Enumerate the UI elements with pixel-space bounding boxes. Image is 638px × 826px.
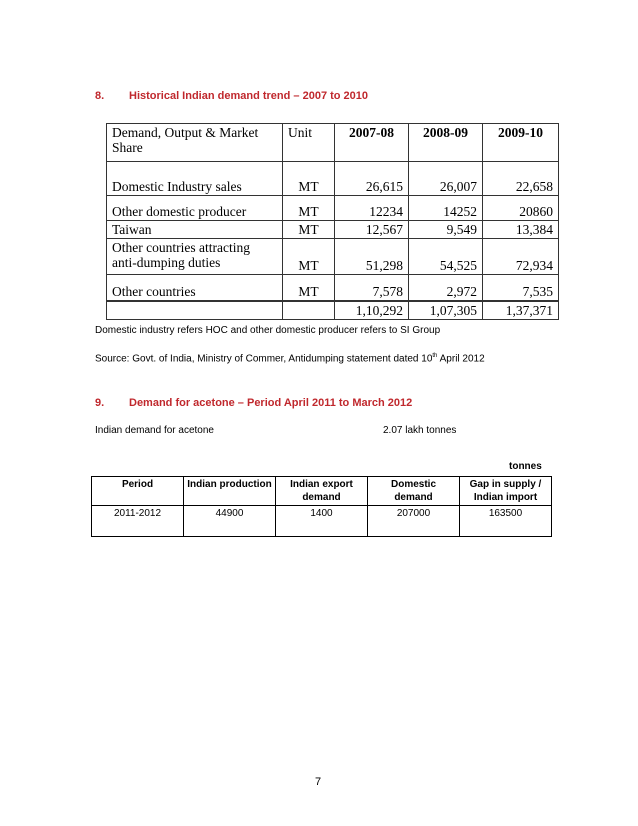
- row-value-2009-10: 20860: [483, 196, 559, 221]
- header-period: Period: [92, 477, 184, 506]
- acetone-demand-table: [91, 476, 552, 537]
- table-row: [107, 162, 559, 196]
- section-9-heading: [95, 397, 412, 409]
- table-row: [107, 221, 559, 239]
- header-unit: Unit: [283, 124, 335, 162]
- acetone-header-row: [92, 477, 552, 506]
- source-note: [95, 353, 485, 364]
- total-2007-08: 1,10,292: [335, 301, 409, 320]
- row-unit: MT: [283, 196, 335, 221]
- total-unit-cell: [283, 301, 335, 320]
- row-unit: MT: [283, 221, 335, 239]
- section-8-number: 8.: [95, 90, 105, 102]
- row-label: Domestic Industry sales: [107, 162, 283, 196]
- section-8-heading: [95, 90, 368, 102]
- section-9-number: 9.: [95, 397, 105, 409]
- header-export-demand: Indian export demand: [276, 477, 368, 506]
- row-value-2008-09: 14252: [409, 196, 483, 221]
- row-value-2007-08: 51,298: [335, 239, 409, 275]
- row-value-2009-10: 22,658: [483, 162, 559, 196]
- header-domestic-demand: Domestic demand: [368, 477, 460, 506]
- row-value-2007-08: 12,567: [335, 221, 409, 239]
- row-value-2008-09: 2,972: [409, 275, 483, 301]
- row-value-2009-10: 7,535: [483, 275, 559, 301]
- row-label: Taiwan: [107, 221, 283, 239]
- header-2008-09: 2008-09: [409, 124, 483, 162]
- section-9-title: Demand for acetone – Period April 2011 to March 2012: [129, 397, 413, 409]
- row-value-2008-09: 54,525: [409, 239, 483, 275]
- historical-header-row: [107, 124, 559, 162]
- header-indian-production: Indian production: [184, 477, 276, 506]
- header-category: Demand, Output & Market Share: [107, 124, 283, 162]
- row-value-2007-08: 12234: [335, 196, 409, 221]
- total-label-cell: [107, 301, 283, 320]
- source-text: Source: Govt. of India, Ministry of Commer, Antidumping statement dated 10: [95, 353, 433, 365]
- cell-period: 2011-2012: [92, 506, 184, 537]
- table-row: [107, 196, 559, 221]
- total-2009-10: 1,37,371: [483, 301, 559, 320]
- cell-export: 1400: [276, 506, 368, 537]
- indian-demand-label: Indian demand for acetone: [95, 425, 214, 436]
- row-value-2009-10: 72,934: [483, 239, 559, 275]
- row-value-2008-09: 9,549: [409, 221, 483, 239]
- row-label: Other countries attracting anti-dumping duties: [107, 239, 283, 275]
- row-label: Other domestic producer: [107, 196, 283, 221]
- source-tail: April 2012: [437, 353, 485, 365]
- units-label: tonnes: [509, 461, 542, 472]
- domestic-industry-note: Domestic industry refers HOC and other domestic producer refers to SI Group: [95, 325, 441, 336]
- source-superscript: th: [432, 353, 438, 359]
- table-row: [92, 506, 552, 537]
- row-unit: MT: [283, 162, 335, 196]
- cell-production: 44900: [184, 506, 276, 537]
- table-row: [107, 275, 559, 301]
- cell-domestic: 207000: [368, 506, 460, 537]
- page-number: 7: [315, 776, 322, 788]
- historical-demand-table: [106, 123, 559, 320]
- table-row: [107, 239, 559, 275]
- cell-gap: 163500: [460, 506, 552, 537]
- row-value-2009-10: 13,384: [483, 221, 559, 239]
- row-unit: MT: [283, 275, 335, 301]
- total-row: [107, 301, 559, 320]
- indian-demand-value: 2.07 lakh tonnes: [383, 425, 457, 436]
- header-2009-10: 2009-10: [483, 124, 559, 162]
- total-2008-09: 1,07,305: [409, 301, 483, 320]
- row-value-2007-08: 26,615: [335, 162, 409, 196]
- row-value-2007-08: 7,578: [335, 275, 409, 301]
- header-2007-08: 2007-08: [335, 124, 409, 162]
- section-8-title: Historical Indian demand trend – 2007 to 2010: [129, 90, 369, 102]
- row-label: Other countries: [107, 275, 283, 301]
- row-unit: MT: [283, 239, 335, 275]
- header-gap-in-supply: Gap in supply / Indian import: [460, 477, 552, 506]
- row-value-2008-09: 26,007: [409, 162, 483, 196]
